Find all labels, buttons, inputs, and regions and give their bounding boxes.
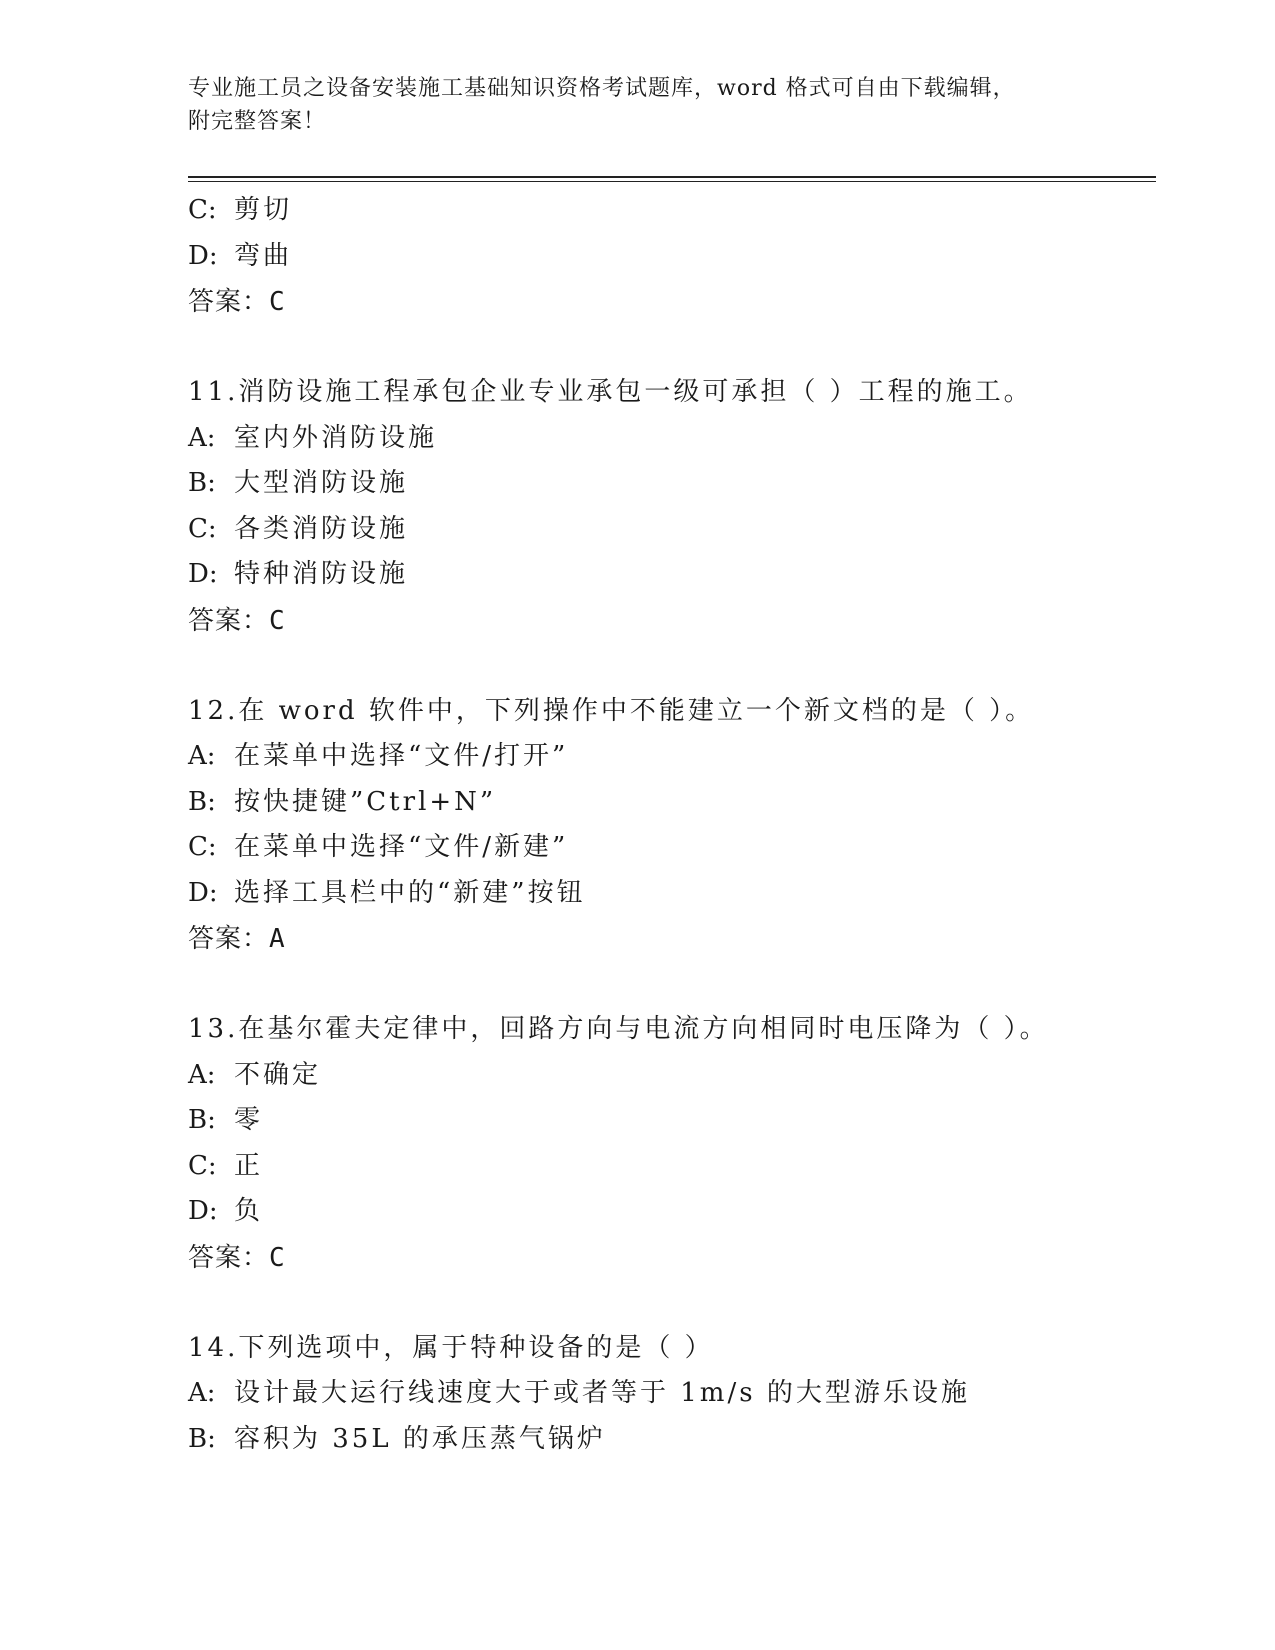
question-block: [188, 1326, 1148, 1463]
option-letter: D:: [188, 240, 218, 271]
answer-label: 答案：: [188, 1242, 270, 1273]
question-text: 13.在基尔霍夫定律中，回路方向与电流方向相同时电压降为（ ）。: [188, 1014, 1049, 1044]
answer-line: [188, 916, 1148, 962]
option-letter: B:: [188, 786, 216, 817]
answer-label: 答案：: [188, 605, 270, 636]
header-line-1: 专业施工员之设备安装施工基础知识资格考试题库，word 格式可自由下载编辑，: [188, 76, 1016, 101]
question-list: [188, 188, 1148, 1462]
block-spacer: [188, 644, 1148, 689]
header-rule-thin: [188, 181, 1156, 182]
option-row: [188, 552, 1148, 598]
answer-value: C: [269, 605, 286, 636]
option-letter: C:: [188, 513, 217, 544]
option-row: [188, 416, 1148, 462]
option-letter: C:: [188, 1150, 217, 1181]
option-text: 剪切: [234, 195, 293, 225]
option-letter: D:: [188, 1196, 218, 1226]
option-text: 在菜单中选择“文件/打开”: [234, 741, 569, 771]
option-letter: D:: [188, 559, 218, 589]
option-letter: B:: [188, 1105, 216, 1135]
question-text: 12.在 word 软件中，下列操作中不能建立一个新文档的是（ ）。: [188, 695, 1035, 726]
option-text: 各类消防设施: [234, 513, 409, 544]
answer-label: 答案：: [188, 287, 270, 317]
question-block: [188, 370, 1148, 689]
question-text: 14.下列选项中，属于特种设备的是（ ）: [188, 1332, 714, 1363]
option-text: 在菜单中选择“文件/新建”: [234, 832, 569, 862]
option-text: 容积为 35L 的承压蒸气锅炉: [234, 1423, 606, 1454]
option-letter: A:: [188, 741, 216, 771]
option-text: 按快捷键”Ctrl+N”: [234, 786, 497, 817]
option-row: [188, 1417, 1148, 1463]
option-row: [188, 1144, 1148, 1190]
option-row: [188, 825, 1148, 871]
option-text: 特种消防设施: [234, 559, 409, 589]
answer-label: 答案：: [188, 924, 270, 954]
option-text: 负: [234, 1196, 264, 1226]
option-letter: A:: [188, 1059, 216, 1090]
option-row: [188, 1189, 1148, 1235]
option-text: 不确定: [234, 1059, 322, 1090]
option-row: [188, 1371, 1148, 1417]
question-text: 11.消防设施工程承包企业专业承包一级可承担（ ）工程的施工。: [188, 377, 1033, 407]
option-letter: D:: [188, 877, 218, 908]
option-letter: C:: [188, 195, 217, 225]
question-block: [188, 1007, 1148, 1326]
answer-value: C: [269, 1242, 286, 1273]
block-spacer: [188, 1281, 1148, 1326]
option-row: [188, 734, 1148, 780]
option-row: [188, 1053, 1148, 1099]
question-block: [188, 689, 1148, 1008]
option-text: 设计最大运行线速度大于或者等于 1m/s 的大型游乐设施: [234, 1378, 970, 1408]
option-text: 选择工具栏中的“新建”按钮: [234, 877, 586, 908]
option-row: [188, 780, 1148, 826]
option-text: 弯曲: [234, 240, 293, 271]
block-spacer: [188, 325, 1148, 370]
option-letter: B:: [188, 468, 216, 498]
option-text: 室内外消防设施: [234, 422, 438, 453]
answer-line: [188, 279, 1148, 325]
question-block: [188, 188, 1148, 370]
option-letter: A:: [188, 422, 216, 453]
option-row: [188, 461, 1148, 507]
option-row: [188, 871, 1148, 917]
option-text: 正: [234, 1150, 264, 1181]
answer-line: [188, 1235, 1148, 1281]
option-row: [188, 188, 1148, 234]
header-rule-thick: [188, 176, 1156, 178]
answer-value: C: [269, 287, 286, 317]
option-text: 零: [234, 1105, 264, 1135]
answer-value: A: [269, 924, 286, 954]
option-letter: B:: [188, 1423, 216, 1454]
option-text: 大型消防设施: [234, 468, 409, 498]
answer-line: [188, 598, 1148, 644]
option-letter: A:: [188, 1378, 216, 1408]
header-line-2: 附完整答案！: [188, 109, 327, 134]
option-row: [188, 234, 1148, 280]
option-row: [188, 1098, 1148, 1144]
option-row: [188, 507, 1148, 553]
document-header: [188, 72, 1088, 138]
option-letter: C:: [188, 832, 217, 862]
block-spacer: [188, 962, 1148, 1007]
